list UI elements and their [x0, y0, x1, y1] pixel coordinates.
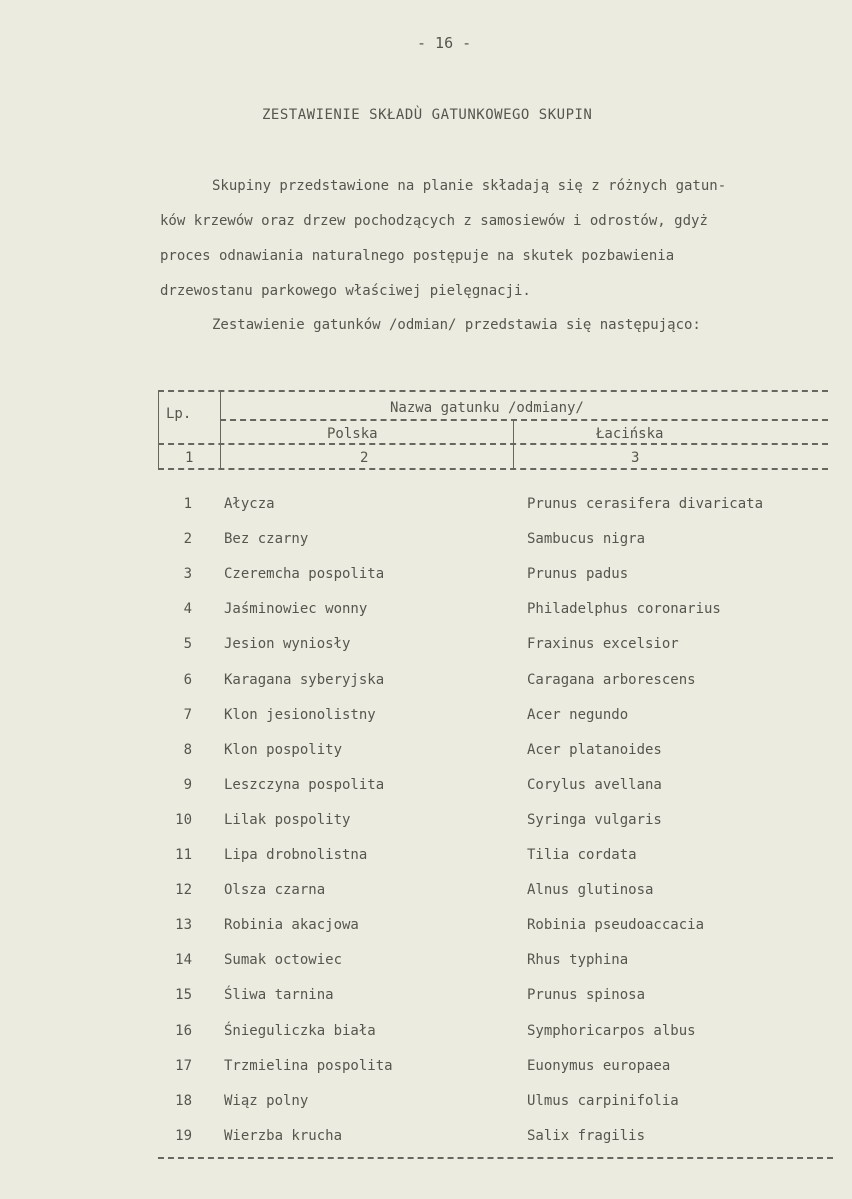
row-polish-name: Wiąz polny	[224, 1092, 309, 1109]
row-lp: 13	[175, 917, 192, 934]
row-lp: 2	[183, 531, 192, 548]
row-polish-name: Lilak pospolity	[224, 811, 351, 828]
table-row	[0, 601, 852, 621]
table-row	[0, 636, 852, 656]
row-polish-name: Jaśminowiec wonny	[224, 601, 368, 618]
row-polish-name: Robinia akacjowa	[224, 917, 359, 934]
col-number-1: 1	[185, 450, 194, 466]
row-latin-name: Robinia pseudoaccacia	[527, 917, 705, 934]
table-row	[0, 672, 852, 692]
table-row	[0, 777, 852, 797]
paragraph-line: proces odnawiania naturalnego postępuje na skutek pozbawienia	[160, 248, 675, 264]
table-row	[0, 566, 852, 586]
row-polish-name: Sumak octowiec	[224, 952, 343, 969]
table-row	[0, 882, 852, 902]
row-lp: 7	[183, 706, 192, 723]
row-latin-name: Prunus cerasifera divaricata	[527, 496, 764, 512]
row-lp: 10	[175, 811, 192, 828]
row-latin-name: Caragana arborescens	[527, 671, 696, 688]
row-polish-name: Bez czarny	[224, 531, 309, 548]
row-polish-name: Wierzba krucha	[224, 1127, 343, 1144]
table-row	[0, 1023, 852, 1043]
row-lp: 1	[183, 496, 192, 512]
table-row	[0, 742, 852, 762]
row-latin-name: Salix fragilis	[527, 1127, 646, 1144]
table-row	[0, 531, 852, 551]
paragraph-line: ków krzewów oraz drzew pochodzących z samosiewów i odrostów, gdyż	[160, 213, 708, 229]
row-latin-name: Corylus avellana	[527, 776, 662, 793]
row-latin-name: Sambucus nigra	[527, 531, 646, 548]
row-latin-name: Prunus spinosa	[527, 987, 646, 1004]
row-latin-name: Rhus typhina	[527, 952, 629, 969]
row-lp: 18	[175, 1092, 192, 1109]
row-latin-name: Ulmus carpinifolia	[527, 1092, 679, 1109]
intro-line: Zestawienie gatunków /odmian/ przedstawia się następująco:	[212, 317, 701, 333]
row-polish-name: Jesion wyniosły	[224, 636, 351, 653]
row-latin-name: Acer negundo	[527, 706, 629, 723]
row-latin-name: Tilia cordata	[527, 847, 637, 863]
row-lp: 17	[175, 1057, 192, 1074]
table-row	[0, 917, 852, 937]
row-polish-name: Czeremcha pospolita	[224, 566, 385, 583]
row-lp: 19	[175, 1127, 192, 1144]
row-lp: 3	[183, 566, 192, 583]
table-row	[0, 952, 852, 972]
table-row	[0, 1093, 852, 1113]
table-row	[0, 707, 852, 727]
row-lp: 9	[183, 776, 192, 793]
row-lp: 11	[175, 847, 192, 863]
row-latin-name: Symphoricarpos albus	[527, 1022, 696, 1039]
page-number: - 16 -	[417, 34, 472, 52]
row-latin-name: Philadelphus coronarius	[527, 601, 721, 618]
row-latin-name: Syringa vulgaris	[527, 811, 662, 828]
row-lp: 12	[175, 882, 192, 899]
row-latin-name: Euonymus europaea	[527, 1057, 671, 1074]
header-name-group: Nazwa gatunku /odmiany/	[390, 400, 584, 416]
page-title: ZESTAWIENIE SKŁADÙ GATUNKOWEGO SKUPIN	[262, 107, 593, 123]
row-polish-name: Ałycza	[224, 496, 275, 512]
table-row	[0, 847, 852, 867]
row-latin-name: Prunus padus	[527, 566, 629, 583]
row-polish-name: Klon pospolity	[224, 741, 343, 758]
row-latin-name: Alnus glutinosa	[527, 882, 654, 899]
row-latin-name: Acer platanoides	[527, 741, 662, 758]
table-bottom-rule	[158, 1157, 833, 1159]
header-lp: Lp.	[166, 406, 192, 422]
row-lp: 8	[183, 741, 192, 758]
row-lp: 6	[183, 671, 192, 688]
paragraph-line: drzewostanu parkowego właściwej pielęgnacji.	[160, 283, 531, 299]
row-latin-name: Fraxinus excelsior	[527, 636, 679, 653]
table-row	[0, 812, 852, 832]
header-latin: Łacińska	[596, 426, 664, 442]
table-row	[0, 1128, 852, 1148]
row-lp: 5	[183, 636, 192, 653]
row-polish-name: Śnieguliczka biała	[224, 1022, 376, 1039]
table-row	[0, 1058, 852, 1078]
row-polish-name: Śliwa tarnina	[224, 987, 334, 1004]
row-lp: 16	[175, 1022, 192, 1039]
row-polish-name: Karagana syberyjska	[224, 671, 385, 688]
row-lp: 15	[175, 987, 192, 1004]
col-number-3: 3	[631, 450, 640, 466]
row-polish-name: Trzmielina pospolita	[224, 1057, 393, 1074]
paragraph-line: Skupiny przedstawione na planie składają się z różnych gatun-	[212, 178, 727, 194]
row-polish-name: Lipa drobnolistna	[224, 847, 368, 863]
table-row	[0, 496, 852, 516]
row-polish-name: Leszczyna pospolita	[224, 776, 385, 793]
row-polish-name: Klon jesionolistny	[224, 706, 376, 723]
row-polish-name: Olsza czarna	[224, 882, 326, 899]
header-polish: Polska	[327, 426, 378, 442]
table-row	[0, 987, 852, 1007]
row-lp: 4	[183, 601, 192, 618]
col-number-2: 2	[360, 450, 369, 466]
row-lp: 14	[175, 952, 192, 969]
